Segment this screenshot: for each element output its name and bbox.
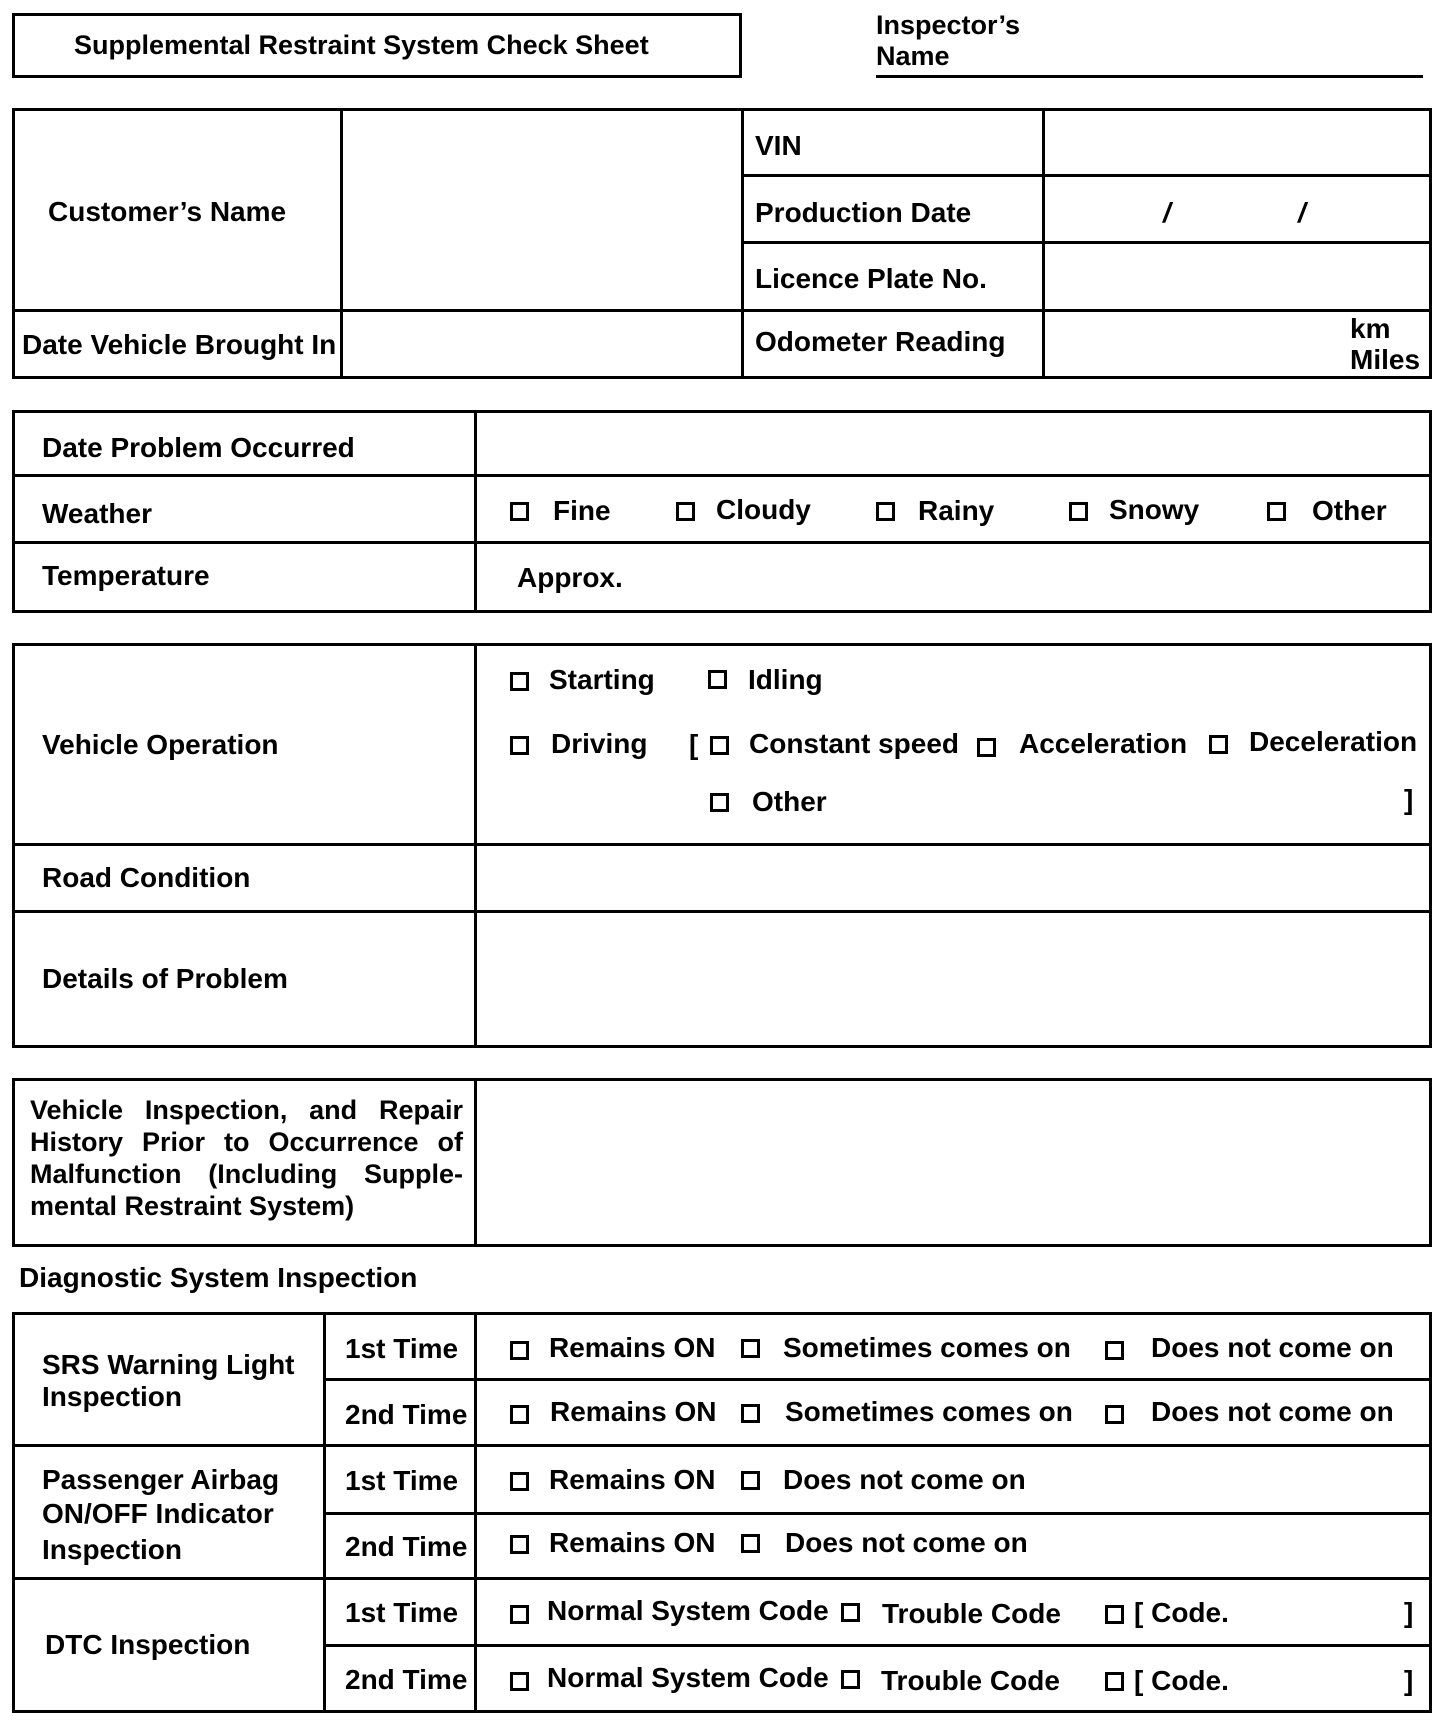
- date-brought-in-field[interactable]: [345, 314, 738, 376]
- weather-snowy-label: Snowy: [1109, 494, 1200, 525]
- dtc-2-normal-label: Normal System Code: [547, 1662, 829, 1693]
- constant-speed-checkbox[interactable]: [710, 736, 729, 755]
- dtc-label: DTC Inspection: [45, 1629, 251, 1660]
- weather-cloudy-label: Cloudy: [716, 494, 811, 525]
- driving-checkbox[interactable]: [510, 736, 529, 755]
- srs-2-not-come-on-checkbox[interactable]: [1105, 1405, 1124, 1424]
- driving-bracket-open: [: [689, 729, 699, 760]
- pa-2-remains-on-label: Remains ON: [549, 1527, 716, 1558]
- details-label: Details of Problem: [42, 963, 288, 994]
- date-problem-field[interactable]: [479, 414, 1429, 472]
- dtc-1-trouble-label: Trouble Code: [882, 1598, 1061, 1629]
- acceleration-label: Acceleration: [1019, 728, 1188, 759]
- history-line-3: Malfunction (Including Supple-: [30, 1159, 463, 1189]
- customer-name-label: Customer’s Name: [48, 196, 287, 227]
- weather-other-checkbox[interactable]: [1267, 502, 1286, 521]
- deceleration-checkbox[interactable]: [1209, 735, 1228, 754]
- idling-label: Idling: [748, 664, 823, 695]
- driving-bracket-close: ]: [1404, 784, 1414, 815]
- dtc-2-trouble-label: Trouble Code: [881, 1665, 1060, 1696]
- dtc-1-code-checkbox[interactable]: [1105, 1605, 1124, 1624]
- vehicle-operation-label: Vehicle Operation: [42, 729, 279, 760]
- pa-2nd-time: 2nd Time: [345, 1531, 468, 1562]
- dtc-2-code-checkbox[interactable]: [1105, 1672, 1124, 1691]
- form-title: Supplemental Restraint System Check Sheet: [74, 30, 649, 60]
- srs-1-remains-on-label: Remains ON: [549, 1332, 716, 1363]
- history-line-2: History Prior to Occurrence of: [30, 1127, 463, 1157]
- srs-1st-time: 1st Time: [345, 1333, 459, 1364]
- weather-fine-checkbox[interactable]: [510, 502, 529, 521]
- history-line-4: mental Restraint System): [30, 1191, 355, 1221]
- history-field[interactable]: [479, 1082, 1429, 1244]
- dtc-1-code-close: ]: [1404, 1597, 1414, 1628]
- operation-other-label: Other: [752, 786, 827, 817]
- pa-1-not-come-on-checkbox[interactable]: [741, 1471, 760, 1490]
- srs-label-2: Inspection: [42, 1381, 183, 1412]
- odometer-unit-miles: Miles: [1350, 344, 1421, 375]
- pa-label-2: ON/OFF Indicator: [42, 1498, 274, 1529]
- weather-rainy-checkbox[interactable]: [876, 502, 895, 521]
- pa-2-not-come-on-checkbox[interactable]: [741, 1534, 760, 1553]
- driving-label: Driving: [551, 728, 648, 759]
- pa-label-3: Inspection: [42, 1534, 183, 1565]
- vin-label: VIN: [755, 130, 802, 161]
- weather-other-label: Other: [1312, 495, 1387, 526]
- road-condition-label: Road Condition: [42, 862, 251, 893]
- constant-speed-label: Constant speed: [749, 728, 960, 759]
- licence-plate-field[interactable]: [1047, 246, 1429, 306]
- dtc-1-trouble-checkbox[interactable]: [841, 1603, 860, 1622]
- production-date-sep-1: /: [1163, 197, 1171, 228]
- starting-checkbox[interactable]: [510, 672, 529, 691]
- deceleration-label: Deceleration: [1249, 726, 1418, 757]
- starting-label: Starting: [549, 664, 655, 695]
- odometer-unit-km: km: [1350, 313, 1391, 344]
- srs-2-remains-on-label: Remains ON: [550, 1396, 717, 1427]
- production-date-label: Production Date: [755, 197, 972, 228]
- srs-1-sometimes-checkbox[interactable]: [741, 1339, 760, 1358]
- idling-checkbox[interactable]: [708, 670, 727, 689]
- temperature-label: Temperature: [42, 560, 210, 591]
- acceleration-checkbox[interactable]: [977, 738, 996, 757]
- road-condition-field[interactable]: [479, 848, 1429, 908]
- pa-label-1: Passenger Airbag: [42, 1464, 280, 1495]
- weather-rainy-label: Rainy: [918, 495, 995, 526]
- inspector-label-1: Inspector’s: [876, 10, 1021, 40]
- temperature-approx: Approx.: [517, 562, 623, 593]
- dtc-1-normal-checkbox[interactable]: [510, 1605, 529, 1624]
- weather-label: Weather: [42, 498, 152, 529]
- diagnostic-heading: Diagnostic System Inspection: [19, 1262, 418, 1293]
- details-field[interactable]: [479, 915, 1429, 1045]
- dtc-2-normal-checkbox[interactable]: [510, 1672, 529, 1691]
- date-brought-in-label: Date Vehicle Brought In: [22, 329, 337, 360]
- srs-2nd-time: 2nd Time: [345, 1399, 468, 1430]
- history-line-1: Vehicle Inspection, and Repair: [30, 1095, 463, 1125]
- dtc-2-code-label: [ Code.: [1134, 1665, 1229, 1696]
- dtc-1st-time: 1st Time: [345, 1597, 459, 1628]
- customer-name-field[interactable]: [345, 112, 738, 307]
- date-problem-label: Date Problem Occurred: [42, 432, 355, 463]
- pa-1-remains-on-label: Remains ON: [549, 1464, 716, 1495]
- weather-snowy-checkbox[interactable]: [1069, 502, 1088, 521]
- weather-cloudy-checkbox[interactable]: [676, 502, 695, 521]
- pa-2-not-come-on-label: Does not come on: [785, 1527, 1028, 1558]
- srs-2-remains-on-checkbox[interactable]: [510, 1405, 529, 1424]
- dtc-2nd-time: 2nd Time: [345, 1664, 468, 1695]
- operation-other-checkbox[interactable]: [710, 793, 729, 812]
- srs-1-not-come-on-label: Does not come on: [1151, 1332, 1394, 1363]
- odometer-label: Odometer Reading: [755, 326, 1006, 357]
- srs-label-1: SRS Warning Light: [42, 1349, 295, 1380]
- srs-1-remains-on-checkbox[interactable]: [510, 1341, 529, 1360]
- licence-plate-label: Licence Plate No.: [755, 263, 987, 294]
- srs-1-sometimes-label: Sometimes comes on: [783, 1332, 1071, 1363]
- pa-1-remains-on-checkbox[interactable]: [510, 1472, 529, 1491]
- srs-2-not-come-on-label: Does not come on: [1151, 1396, 1394, 1427]
- srs-2-sometimes-label: Sometimes comes on: [785, 1396, 1073, 1427]
- production-date-sep-2: /: [1298, 197, 1306, 228]
- srs-1-not-come-on-checkbox[interactable]: [1105, 1341, 1124, 1360]
- inspector-name-field[interactable]: [876, 75, 1423, 78]
- dtc-1-code-label: [ Code.: [1134, 1597, 1229, 1628]
- dtc-1-normal-label: Normal System Code: [547, 1595, 829, 1626]
- pa-1st-time: 1st Time: [345, 1465, 459, 1496]
- inspector-label-2: Name: [876, 41, 950, 71]
- srs-2-sometimes-checkbox[interactable]: [741, 1404, 760, 1423]
- dtc-2-trouble-checkbox[interactable]: [841, 1670, 860, 1689]
- pa-1-not-come-on-label: Does not come on: [783, 1464, 1026, 1495]
- pa-2-remains-on-checkbox[interactable]: [510, 1535, 529, 1554]
- vin-field[interactable]: [1047, 112, 1429, 172]
- weather-fine-label: Fine: [553, 495, 611, 526]
- dtc-2-code-close: ]: [1404, 1665, 1414, 1696]
